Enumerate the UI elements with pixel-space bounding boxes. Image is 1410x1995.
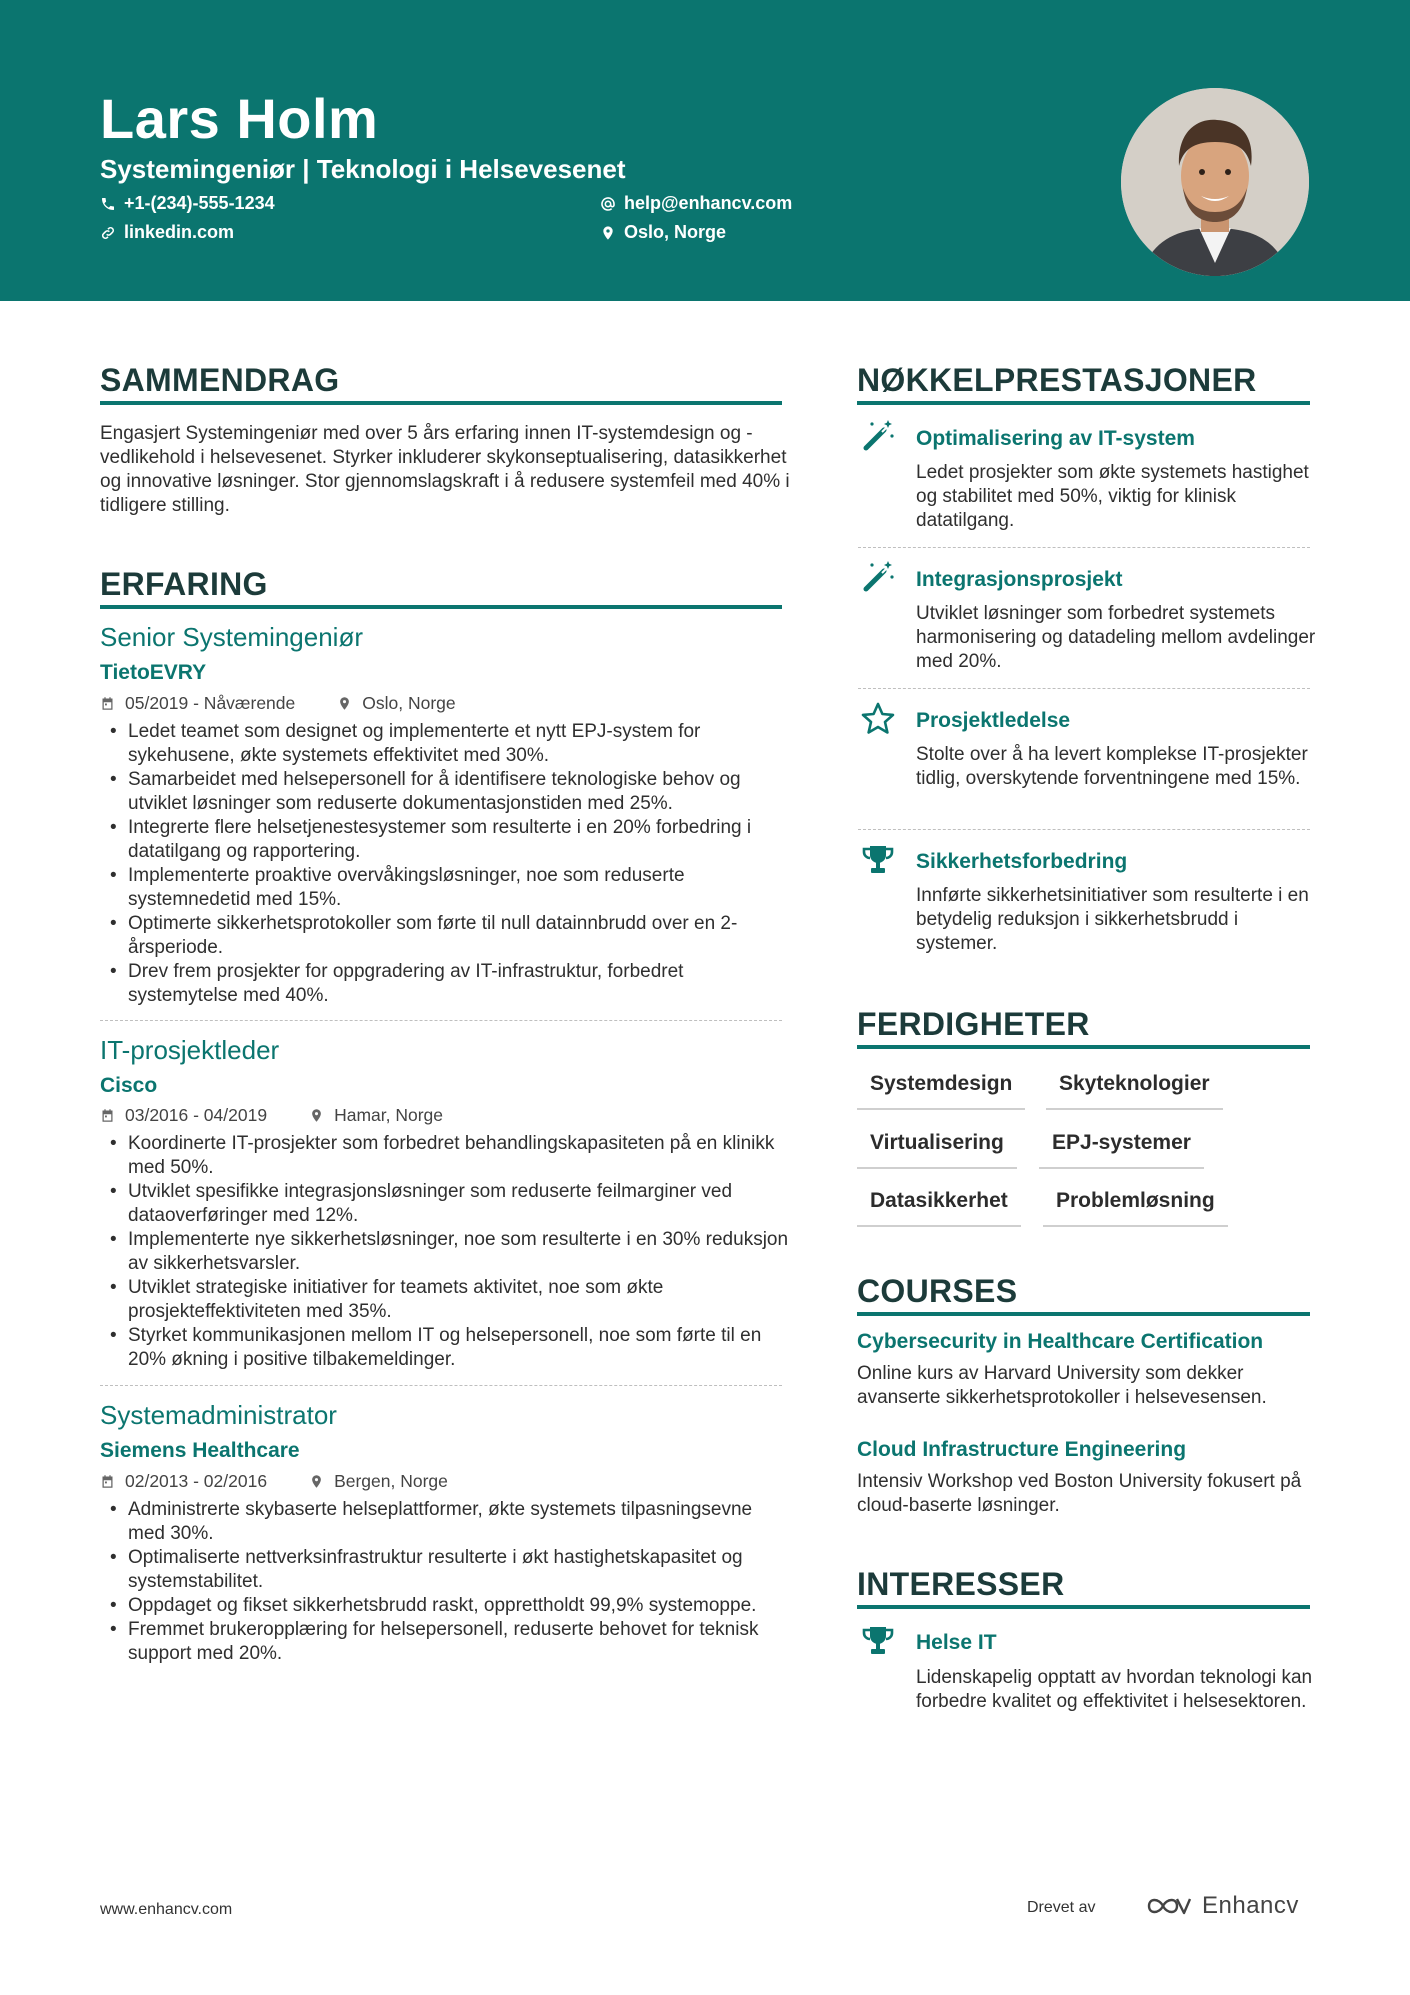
- enhancv-logo-icon: [1146, 1894, 1192, 1918]
- skill-tag: Skyteknologier: [1046, 1072, 1223, 1110]
- header-banner: [0, 0, 1410, 301]
- skill-tag: Problemløsning: [1043, 1189, 1228, 1227]
- divider: [858, 829, 1310, 830]
- magic-wand-icon: [860, 418, 896, 454]
- map-pin-icon: [309, 1108, 324, 1123]
- summary-rule: [100, 401, 782, 405]
- list-item: • Fremmet brukeropplæring for helsepersonell, reduserte behovet for teknisk support med 20%.: [100, 1618, 790, 1666]
- course-desc: Intensiv Workshop ved Boston University fokusert på cloud-baserte løsninger.: [857, 1471, 1302, 1516]
- job-company: Cisco: [100, 1074, 158, 1097]
- courses-heading: COURSES: [857, 1273, 1018, 1309]
- interest-title: Helse IT: [916, 1631, 997, 1654]
- contact-linkedin[interactable]: [100, 222, 234, 243]
- trophy-icon: [860, 842, 896, 878]
- candidate-title: Systemingeniør | Teknologi i Helsevesenet: [100, 154, 626, 184]
- link-icon: [100, 225, 116, 241]
- job-dates: 05/2019 - Nåværende: [125, 693, 296, 713]
- job-bullets: [100, 1132, 790, 1372]
- list-item: • Implementerte nye sikkerhetsløsninger, noe som resulterte i en 30% reduksjon av sikkerhetsvarsler.: [100, 1228, 790, 1276]
- skill-tag: Datasikkerhet: [857, 1189, 1021, 1227]
- achievement-desc: Utviklet løsninger som forbedret systemets harmonisering og datadeling mellom avdelinger med 20%.: [916, 603, 1316, 672]
- phone-text: +1-(234)-555-1234: [124, 193, 275, 213]
- job-title: IT-prosjektleder: [100, 1035, 280, 1065]
- list-item: • Samarbeidet med helsepersonell for å identifisere teknologiske behov og utviklet løsninger som reduserte dokumentasjonstiden med 25%.: [100, 768, 790, 816]
- divider: [858, 547, 1310, 548]
- interests-heading: INTERESSER: [857, 1566, 1065, 1602]
- avatar: [1121, 88, 1309, 276]
- skill-tag: Virtualisering: [857, 1131, 1017, 1169]
- summary-text: Engasjert Systemingeniør med over 5 års erfaring innen IT-systemdesign og -vedlikehold i helsevesenet. Styrker inkluderer skykonseptualisering, datasikkerhet og innovative løsninger. Stor gjennomslagskraft i å redusere systemfeil med 40% i tidligere stilling.: [100, 423, 790, 516]
- trophy-icon: [860, 1623, 896, 1659]
- achievement-title: Prosjektledelse: [916, 709, 1071, 732]
- calendar-icon: [100, 1108, 115, 1123]
- achievement-title: Optimalisering av IT-system: [916, 427, 1195, 450]
- achievement-desc: Stolte over å ha levert komplekse IT-prosjekter tidlig, overskytende forventningene med 15%.: [916, 744, 1308, 789]
- star-icon: [860, 701, 896, 737]
- job-title: Systemadministrator: [100, 1400, 337, 1430]
- achievement-title: Integrasjonsprosjekt: [916, 568, 1123, 591]
- job-company: Siemens Healthcare: [100, 1439, 300, 1462]
- skill-tag: EPJ-systemer: [1039, 1131, 1204, 1169]
- phone-icon: [100, 196, 116, 212]
- list-item: • Koordinerte IT-prosjekter som forbedret behandlingskapasiteten på en klinikk med 50%.: [100, 1132, 790, 1180]
- brand-logo[interactable]: [1146, 1892, 1299, 1920]
- interests-rule: [857, 1605, 1310, 1609]
- list-item: • Ledet teamet som designet og implementerte et nytt EPJ-system for sykehusene, økte systemets effektivitet med 30%.: [100, 720, 790, 768]
- powered-by: Drevet av: [1027, 1899, 1096, 1916]
- job-dates: 03/2016 - 04/2019: [125, 1105, 268, 1125]
- job-bullets: [100, 1498, 790, 1666]
- email-text: help@enhancv.com: [624, 193, 793, 213]
- list-item: • Optimerte sikkerhetsprotokoller som førte til null datainnbrudd over en 2-årsperiode.: [100, 912, 790, 960]
- achievements-heading: NØKKELPRESTASJONER: [857, 362, 1257, 398]
- at-icon: [600, 196, 616, 212]
- list-item: • Styrket kommunikasjonen mellom IT og helsepersonell, noe som førte til en 20% økning i positive tilbakemeldinger.: [100, 1324, 790, 1372]
- job-location: Bergen, Norge: [334, 1471, 448, 1491]
- list-item: • Utviklet strategiske initiativer for teamets aktivitet, noe som økte prosjekteffektiviteten med 35%.: [100, 1276, 790, 1324]
- divider: [858, 688, 1310, 689]
- courses-rule: [857, 1312, 1310, 1316]
- achievements-rule: [857, 401, 1310, 405]
- list-item: • Drev frem prosjekter for oppgradering av IT-infrastruktur, forbedret systemytelse med 40%.: [100, 960, 790, 1008]
- job-meta: [100, 1471, 448, 1492]
- course-title: Cloud Infrastructure Engineering: [857, 1438, 1187, 1461]
- brand-name: Enhancv: [1202, 1892, 1299, 1919]
- course-desc: Online kurs av Harvard University som dekker avanserte sikkerhetsprotokoller i helsevesensen.: [857, 1363, 1267, 1408]
- achievement-desc: Ledet prosjekter som økte systemets hastighet og stabilitet med 50%, viktig for klinisk datatilgang.: [916, 462, 1309, 531]
- list-item: • Integrerte flere helsetjenestesystemer som resulterte i en 20% forbedring i datatilgang og rapportering.: [100, 816, 790, 864]
- linkedin-text: linkedin.com: [124, 222, 235, 242]
- contact-phone[interactable]: [100, 193, 275, 214]
- calendar-icon: [100, 1474, 115, 1489]
- job-bullets: [100, 720, 790, 1008]
- calendar-icon: [100, 696, 115, 711]
- footer-url[interactable]: www.enhancv.com: [100, 1901, 233, 1918]
- location-text: Oslo, Norge: [624, 222, 727, 242]
- job-meta: [100, 693, 456, 714]
- course-title: Cybersecurity in Healthcare Certification: [857, 1330, 1264, 1353]
- job-dates: 02/2013 - 02/2016: [125, 1471, 268, 1491]
- skills-heading: FERDIGHETER: [857, 1006, 1090, 1042]
- map-pin-icon: [309, 1474, 324, 1489]
- map-pin-icon: [337, 696, 352, 711]
- list-item: • Utviklet spesifikke integrasjonsløsninger som reduserte feilmarginer ved dataoverføringer med 12%.: [100, 1180, 790, 1228]
- contact-location: [600, 222, 726, 243]
- job-meta: [100, 1105, 443, 1126]
- list-item: • Implementerte proaktive overvåkingsløsninger, noe som reduserte systemnedetid med 15%.: [100, 864, 790, 912]
- divider: [100, 1385, 782, 1386]
- job-location: Oslo, Norge: [362, 693, 456, 713]
- experience-heading: ERFARING: [100, 566, 268, 602]
- job-title: Senior Systemingeniør: [100, 622, 363, 652]
- list-item: • Oppdaget og fikset sikkerhetsbrudd raskt, opprettholdt 99,9% systemoppe.: [100, 1594, 790, 1618]
- magic-wand-icon: [860, 559, 896, 595]
- list-item: • Optimaliserte nettverksinfrastruktur resulterte i økt hastighetskapasitet og systemstabilitet.: [100, 1546, 790, 1594]
- skill-tag: Systemdesign: [857, 1072, 1025, 1110]
- list-item: • Administrerte skybaserte helseplattformer, økte systemets tilpasningsevne med 30%.: [100, 1498, 790, 1546]
- job-location: Hamar, Norge: [334, 1105, 444, 1125]
- summary-heading: SAMMENDRAG: [100, 362, 340, 398]
- candidate-name: Lars Holm: [100, 87, 379, 150]
- achievement-desc: Innførte sikkerhetsinitiativer som resulterte i en betydelig reduksjon i sikkerhetsbrudd i systemer.: [916, 885, 1309, 954]
- skills-rule: [857, 1045, 1310, 1049]
- divider: [100, 1020, 782, 1021]
- map-pin-icon: [600, 225, 616, 241]
- experience-rule: [100, 605, 782, 609]
- achievement-title: Sikkerhetsforbedring: [916, 850, 1128, 873]
- contact-email[interactable]: [600, 193, 792, 214]
- interest-desc: Lidenskapelig opptatt av hvordan teknologi kan forbedre kvalitet og effektivitet i helsesektoren.: [916, 1667, 1313, 1712]
- job-company: TietoEVRY: [100, 661, 207, 684]
